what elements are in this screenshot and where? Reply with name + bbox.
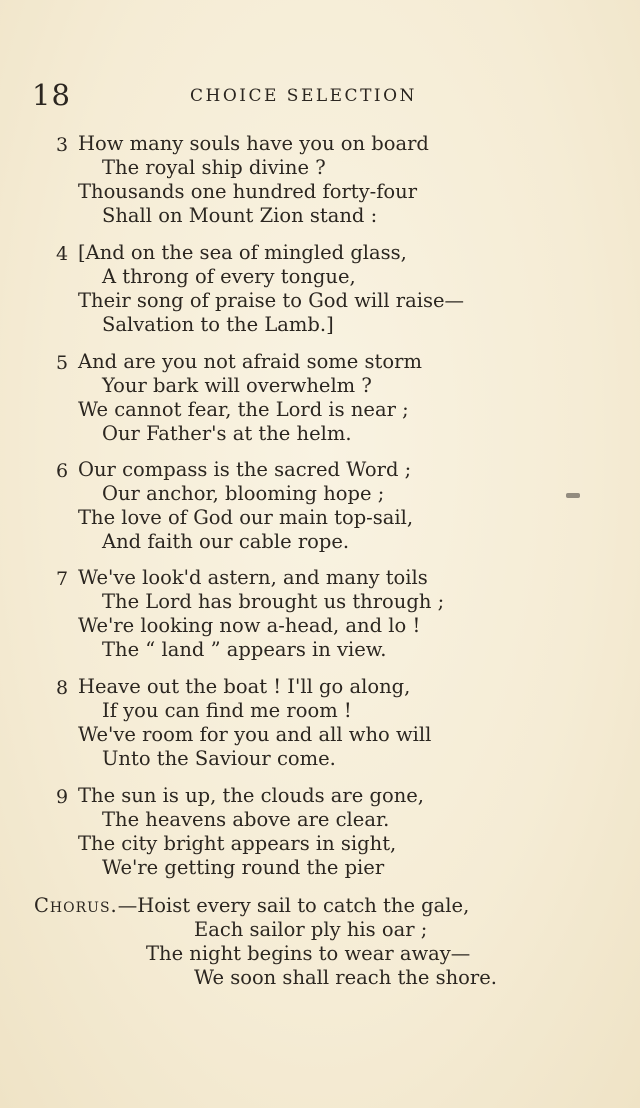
verse-line: We cannot fear, the Lord is near ; xyxy=(78,398,409,421)
verse-line: How many souls have you on board xyxy=(78,132,429,155)
verse-number: 4 xyxy=(56,243,69,265)
verse-line: Our compass is the sacred Word ; xyxy=(78,458,412,481)
page-number: 18 xyxy=(32,78,71,112)
verse-line: Heave out the boat ! I'll go along, xyxy=(78,675,411,698)
verse-line: The love of God our main top-sail, xyxy=(78,506,414,529)
chorus-line: Each sailor ply his oar ; xyxy=(194,918,428,941)
verse-line: The sun is up, the clouds are gone, xyxy=(78,784,424,807)
chorus-line: —Hoist every sail to catch the gale, xyxy=(117,894,470,917)
verse-line: If you can find me room ! xyxy=(102,699,352,722)
verse-line: The heavens above are clear. xyxy=(102,808,390,831)
verse-line: The city bright appears in sight, xyxy=(78,832,397,855)
verse-line: Salvation to the Lamb.] xyxy=(102,313,334,336)
verse-line: A throng of every tongue, xyxy=(102,265,356,288)
verse-line: Our anchor, blooming hope ; xyxy=(102,482,385,505)
running-title: CHOICE SELECTION xyxy=(190,86,417,106)
verse-line: We're looking now a-head, and lo ! xyxy=(78,614,421,637)
verse-line: The Lord has brought us through ; xyxy=(102,590,445,613)
chorus-line: We soon shall reach the shore. xyxy=(194,966,497,989)
verse-line: [And on the sea of mingled glass, xyxy=(78,241,407,264)
chorus-first-line xyxy=(34,894,469,918)
verse-line: We've room for you and all who will xyxy=(78,723,432,746)
verse-line: Your bark will overwhelm ? xyxy=(102,374,372,397)
verse-number: 6 xyxy=(56,460,69,482)
verse-line: And faith our cable rope. xyxy=(102,530,350,553)
chorus-line: The night begins to wear away— xyxy=(146,942,471,965)
verse-line: And are you not afraid some storm xyxy=(78,350,422,373)
verse-line: Unto the Saviour come. xyxy=(102,747,336,770)
verse-line: We've look'd astern, and many toils xyxy=(78,566,428,589)
verse-line: The “ land ” appears in view. xyxy=(102,638,387,661)
verse-line: The royal ship divine ? xyxy=(102,156,326,179)
verse-line: Our Father's at the helm. xyxy=(102,422,352,445)
verse-line: We're getting round the pier xyxy=(102,856,385,879)
verse-number: 7 xyxy=(56,568,69,590)
verse-number: 9 xyxy=(56,786,69,808)
chorus-label: Chorus. xyxy=(34,894,118,917)
ink-mark xyxy=(566,493,580,498)
verse-number: 5 xyxy=(56,352,69,374)
verse-line: Shall on Mount Zion stand : xyxy=(102,204,378,227)
verse-number: 8 xyxy=(56,677,69,699)
verse-line: Thousands one hundred forty-four xyxy=(78,180,418,203)
verse-line: Their song of praise to God will raise— xyxy=(78,289,465,312)
page-header xyxy=(32,78,580,112)
verse-number: 3 xyxy=(56,134,69,156)
